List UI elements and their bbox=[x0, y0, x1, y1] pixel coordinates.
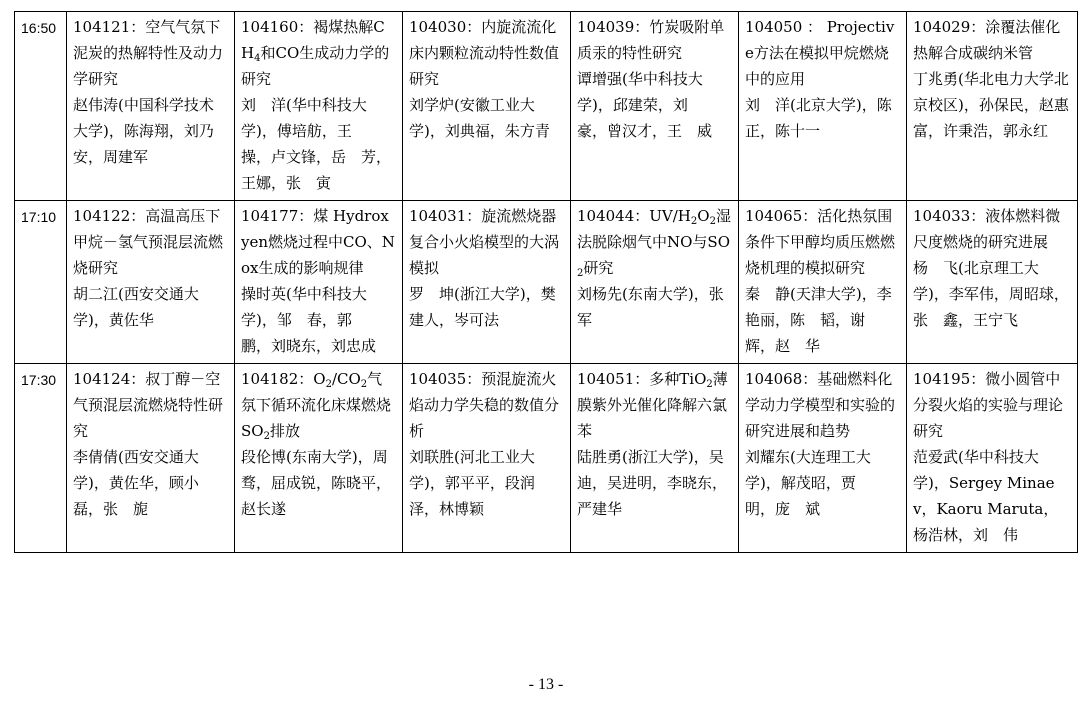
title-text: 104029：涂覆法催化热解合成碳纳米管 bbox=[913, 18, 1061, 62]
paper-cell bbox=[67, 364, 235, 553]
paper-cell bbox=[907, 12, 1078, 201]
paper-authors: 胡二江(西安交通大学)，黄佐华 bbox=[73, 285, 199, 329]
paper-title bbox=[409, 14, 564, 92]
title-text: 104160：褐煤热解CH bbox=[241, 18, 385, 62]
paper-authors: 刘 洋(华中科技大学)，傅培舫，王 操，卢文锋，岳 芳，王娜，张 寅 bbox=[241, 96, 392, 192]
time-slot: 17:30 bbox=[15, 364, 67, 553]
paper-cell bbox=[403, 12, 571, 201]
paper-title bbox=[913, 14, 1071, 66]
paper-title bbox=[913, 203, 1071, 255]
title-subscript: 2 bbox=[360, 379, 368, 390]
paper-cell bbox=[571, 12, 739, 201]
title-subscript: 4 bbox=[254, 53, 261, 64]
paper-authors: 谭增强(华中科技大学)，邱建荣，刘 豪，曾汉才，王 威 bbox=[577, 70, 713, 140]
paper-cell bbox=[235, 201, 403, 364]
title-text: 104039：竹炭吸附单质汞的特性研究 bbox=[577, 18, 725, 62]
title-text: 104195：微小圆管中分裂火焰的实验与理论研究 bbox=[913, 370, 1064, 440]
paper-cell bbox=[907, 364, 1078, 553]
title-subscript: 2 bbox=[706, 379, 713, 390]
title-text: 104124：叔丁醇－空气预混层流燃烧特性研究 bbox=[73, 370, 224, 440]
title-subscript: 2 bbox=[263, 431, 270, 442]
paper-title bbox=[577, 14, 732, 66]
paper-authors: 杨 飞(北京理工大学)，李军伟，周昭球，张 鑫，王宁飞 bbox=[913, 259, 1069, 329]
paper-authors: 段伦博(东南大学)，周骛，屈成锐，陈晓平，赵长遂 bbox=[241, 448, 392, 518]
title-text: 104122：高温高压下甲烷－氢气预混层流燃烧研究 bbox=[73, 207, 224, 277]
schedule-row bbox=[15, 201, 1078, 364]
paper-authors: 刘 洋(北京大学)，陈 正，陈十一 bbox=[745, 96, 907, 140]
paper-authors: 范爱武(华中科技大学)，Sergey Minaev，Kaoru Maruta，杨浩林，刘 伟 bbox=[913, 448, 1059, 544]
title-text: 104051：多种TiO bbox=[577, 370, 707, 388]
paper-authors: 刘学炉(安徽工业大学)，刘典福，朱方青 bbox=[409, 96, 550, 140]
paper-title bbox=[73, 366, 228, 444]
paper-authors: 操时英(华中科技大学)，邹 春，郭 鹏，刘晓东，刘忠成 bbox=[241, 285, 377, 355]
paper-authors: 刘杨先(东南大学)，张军 bbox=[577, 285, 724, 329]
title-subscript: 2 bbox=[577, 268, 584, 279]
title-text: 104031：旋流燃烧器复合小火焰模型的大涡模拟 bbox=[409, 207, 560, 277]
title-text: 104121：空气气氛下泥炭的热解特性及动力学研究 bbox=[73, 18, 224, 88]
paper-title bbox=[241, 203, 396, 281]
title-text: 104182：O bbox=[241, 370, 326, 388]
paper-authors: 丁兆勇(华北电力大学北京校区)，孙保民，赵惠富，许秉浩，郭永红 bbox=[913, 70, 1069, 140]
paper-cell bbox=[403, 364, 571, 553]
title-text: 薄膜紫外光催化降解六氯苯 bbox=[577, 370, 728, 440]
paper-title bbox=[745, 366, 900, 444]
title-text: 104068：基础燃料化学动力学模型和实验的研究进展和趋势 bbox=[745, 370, 896, 440]
paper-title bbox=[913, 366, 1071, 444]
title-text: 104065：活化热氛围条件下甲醇均质压燃燃烧机理的模拟研究 bbox=[745, 207, 896, 277]
paper-cell bbox=[571, 201, 739, 364]
paper-title bbox=[745, 203, 900, 281]
title-subscript: 2 bbox=[709, 216, 716, 227]
title-text: 104030：内旋流流化床内颗粒流动特性数值研究 bbox=[409, 18, 560, 88]
title-text: 研究 bbox=[583, 259, 614, 277]
title-subscript: 2 bbox=[325, 379, 332, 390]
schedule-body bbox=[15, 12, 1078, 553]
paper-authors: 罗 坤(浙江大学)，樊建人，岑可法 bbox=[409, 285, 556, 329]
paper-title bbox=[73, 203, 228, 281]
paper-authors: 赵伟涛(中国科学技术大学)，陈海翔，刘乃安，周建军 bbox=[73, 96, 214, 166]
title-text: 104033：液体燃料微尺度燃烧的研究进展 bbox=[913, 207, 1061, 251]
paper-cell bbox=[67, 12, 235, 201]
session-schedule-table bbox=[14, 11, 1078, 553]
title-subscript: 2 bbox=[690, 216, 698, 227]
time-slot: 17:10 bbox=[15, 201, 67, 364]
paper-title bbox=[241, 366, 396, 444]
page-number: - 13 - bbox=[528, 676, 564, 693]
time-slot: 16:50 bbox=[15, 12, 67, 201]
paper-cell bbox=[67, 201, 235, 364]
paper-cell bbox=[907, 201, 1078, 364]
paper-authors: 陆胜勇(浙江大学)，吴迪，吴进明，李晓东，严建华 bbox=[577, 448, 728, 518]
schedule-row bbox=[15, 364, 1078, 553]
title-text: 104050 ： Projective方法在模拟甲烷燃烧中的应用 bbox=[745, 18, 895, 88]
title-text: 和CO生成动力学的研究 bbox=[241, 44, 390, 88]
title-text: 104177：煤 Hydroxyen燃烧过程中CO、Nox生成的影响规律 bbox=[241, 207, 395, 277]
schedule-row bbox=[15, 12, 1078, 201]
paper-cell bbox=[739, 364, 907, 553]
paper-title bbox=[241, 14, 396, 92]
title-text: O bbox=[697, 207, 710, 225]
title-text: 湿法脱除烟气中NO与SO bbox=[577, 207, 731, 251]
paper-cell bbox=[571, 364, 739, 553]
title-text: 气氛下循环流化床煤燃烧SO bbox=[241, 370, 392, 440]
paper-title bbox=[409, 366, 564, 444]
title-text: /CO bbox=[331, 370, 361, 388]
paper-cell bbox=[739, 201, 907, 364]
title-text: 104044：UV/H bbox=[577, 207, 691, 225]
paper-cell bbox=[235, 364, 403, 553]
paper-title bbox=[577, 366, 732, 444]
title-text: 排放 bbox=[269, 422, 300, 440]
paper-authors: 刘耀东(大连理工大学)，解茂昭，贾 明，庞 斌 bbox=[745, 448, 871, 518]
paper-title bbox=[745, 14, 900, 92]
paper-authors: 李倩倩(西安交通大学)，黄佐华，顾小磊，张 旎 bbox=[73, 448, 199, 518]
title-text: 104035：预混旋流火焰动力学失稳的数值分析 bbox=[409, 370, 560, 440]
paper-cell bbox=[739, 12, 907, 201]
paper-cell bbox=[403, 201, 571, 364]
paper-title bbox=[577, 203, 732, 281]
paper-authors: 秦 静(天津大学)，李艳丽，陈 韬，谢 辉，赵 华 bbox=[745, 285, 892, 355]
paper-title bbox=[409, 203, 564, 281]
paper-cell bbox=[235, 12, 403, 201]
paper-title bbox=[73, 14, 228, 92]
paper-authors: 刘联胜(河北工业大学)，郭平平，段润泽，林博颖 bbox=[409, 448, 535, 518]
